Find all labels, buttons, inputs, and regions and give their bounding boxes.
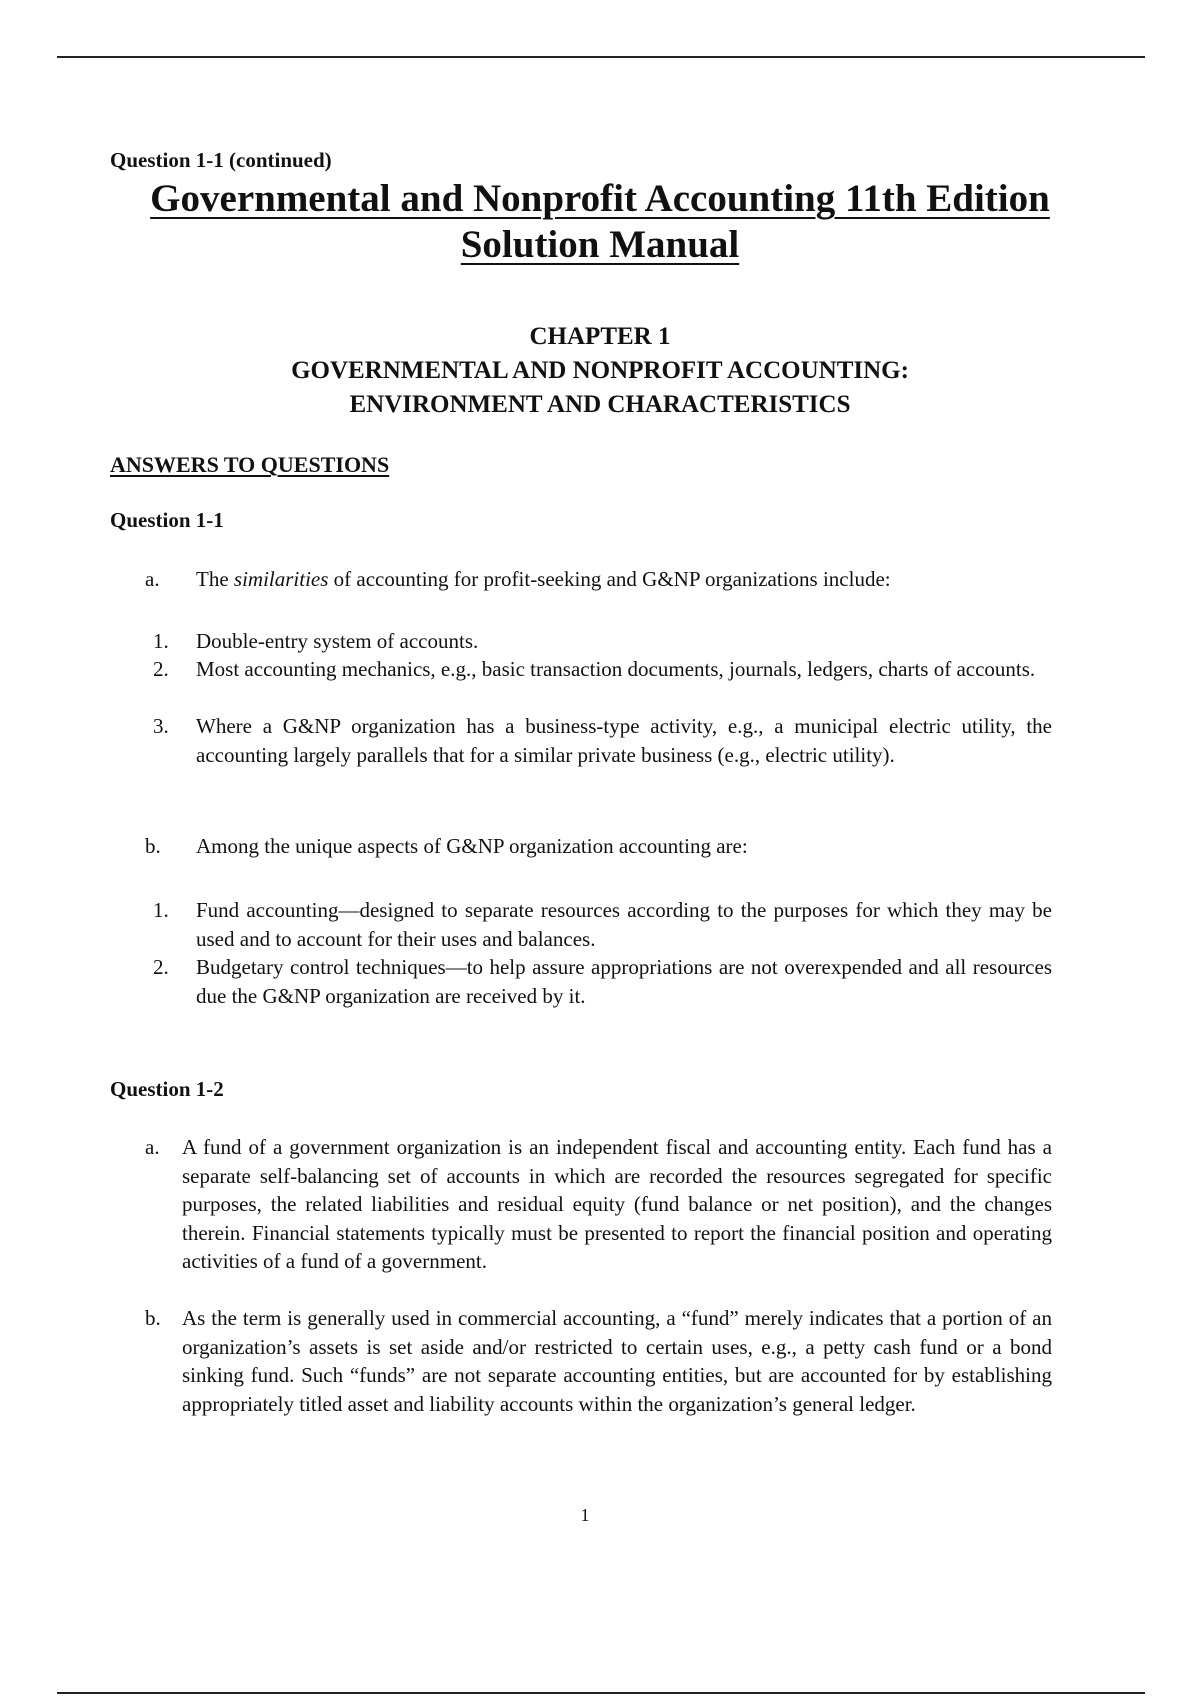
bottom-rule xyxy=(57,1692,1145,1694)
document-title xyxy=(110,176,1090,268)
q1-b-item-1-number: 1. xyxy=(153,898,169,922)
q1-b-text: Among the unique aspects of G&NP organization accounting are: xyxy=(196,834,748,858)
top-rule xyxy=(57,56,1145,58)
q2-a-marker: a. xyxy=(145,1135,160,1159)
question-1-1-heading: Question 1-1 xyxy=(110,508,224,532)
q1-a-text-post: of accounting for profit-seeking and G&NP organizations include: xyxy=(328,567,891,591)
chapter-heading xyxy=(110,320,1090,422)
q1-b-marker: b. xyxy=(145,834,161,858)
chapter-number: CHAPTER 1 xyxy=(529,323,671,350)
q1-a-item-1-text: Double-entry system of accounts. xyxy=(196,629,479,653)
q1-b-item-1-text: Fund accounting—designed to separate resources according to the purposes for which they may be used and to account for their uses and balances. xyxy=(196,898,1052,951)
q1-a-text-emphasis: similarities xyxy=(233,567,329,591)
q1-a-text-pre: The xyxy=(196,567,234,591)
chapter-title-line-2: ENVIRONMENT AND CHARACTERISTICS xyxy=(349,391,851,418)
continued-header: Question 1-1 (continued) xyxy=(110,148,332,172)
chapter-title-line-1: GOVERNMENTAL AND NONPROFIT ACCOUNTING: xyxy=(291,357,909,384)
question-1-2-heading: Question 1-2 xyxy=(110,1077,224,1101)
page-number: 1 xyxy=(580,1505,590,1525)
title-line-2: Solution Manual xyxy=(460,223,740,266)
q1-a-item-1-number: 1. xyxy=(153,629,169,653)
q2-b-text: As the term is generally used in commercial accounting, a “fund” merely indicates that a portion of an organization’s assets is set aside and/or restricted to certain uses, e.g., a petty cash fund or a bond sinking fund. Such “funds” are not separate accounting entities, but are accounted for by establishing appropriately titled asset and liability accounts within the organization’s general ledger. xyxy=(182,1306,1052,1416)
q1-a-item-3-number: 3. xyxy=(153,714,169,738)
q1-a-text xyxy=(196,565,1056,594)
q1-a-item-2-number: 2. xyxy=(153,657,169,681)
q1-a-marker: a. xyxy=(145,567,160,591)
section-heading: ANSWERS TO QUESTIONS xyxy=(110,452,390,477)
q1-b-item-2-number: 2. xyxy=(153,955,169,979)
q1-a-item-2-text: Most accounting mechanics, e.g., basic transaction documents, journals, ledgers, charts of accounts. xyxy=(196,657,1036,681)
q2-b-marker: b. xyxy=(145,1306,161,1330)
q2-a-text: A fund of a government organization is an independent fiscal and accounting entity. Each fund has a separate self-balancing set of accounts in which are recorded the resources segregated for specific purposes, the related liabilities and residual equity (fund balance or net position), and the changes therein. Financial statements typically must be presented to report the financial position and operating activities of a fund of a government. xyxy=(182,1135,1052,1273)
q1-b-item-2-text: Budgetary control techniques—to help assure appropriations are not overexpended and all resources due the G&NP organization are received by it. xyxy=(196,955,1052,1008)
q1-a-item-3-text: Where a G&NP organization has a business-type activity, e.g., a municipal electric utility, the accounting largely parallels that for a similar private business (e.g., electric utility). xyxy=(196,714,1052,767)
title-line-1: Governmental and Nonprofit Accounting 11th Edition xyxy=(150,177,1050,220)
